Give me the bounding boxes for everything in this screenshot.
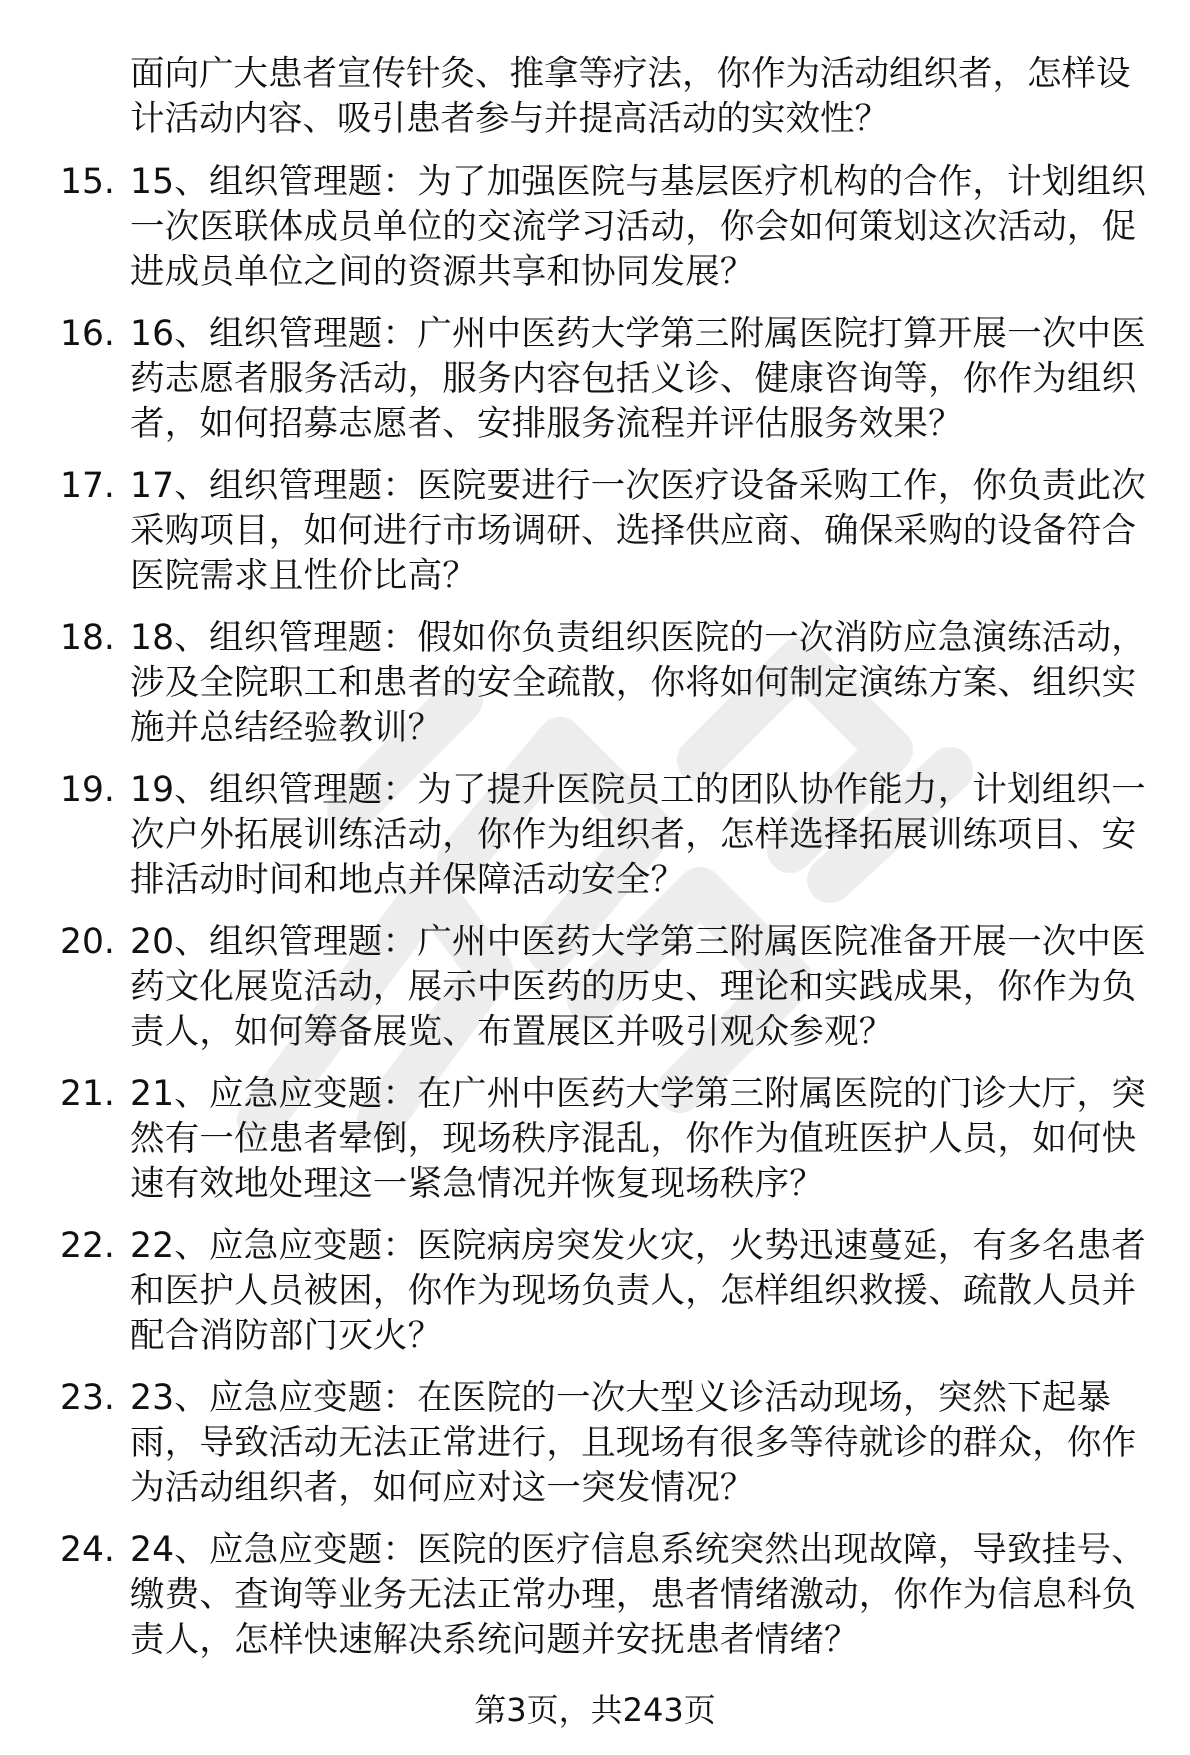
question-item bbox=[56, 920, 1156, 1072]
question-text: 22、应急应变题：医院病房突发火灾，火势迅速蔓延，有多名患者和医护人员被困，你作为现场负责人，怎样组织救援、疏散人员并配合消防部门灭火？ bbox=[130, 1226, 1146, 1356]
question-text: 15、组织管理题：为了加强医院与基层医疗机构的合作，计划组织一次医联体成员单位的交流学习活动，你会如何策划这次活动，促进成员单位之间的资源共享和协同发展？ bbox=[130, 162, 1146, 292]
question-list bbox=[56, 160, 1156, 1680]
question-item bbox=[56, 1528, 1156, 1680]
question-text: 21、应急应变题：在广州中医药大学第三附属医院的门诊大厅，突然有一位患者晕倒，现场秩序混乱，你作为值班医护人员，如何快速有效地处理这一紧急情况并恢复现场秩序？ bbox=[130, 1074, 1146, 1204]
continuation-paragraph: 面向广大患者宣传针灸、推拿等疗法，你作为活动组织者，怎样设计活动内容、吸引患者参与并提高活动的实效性？ bbox=[130, 54, 1131, 139]
question-text: 16、组织管理题：广州中医药大学第三附属医院打算开展一次中医药志愿者服务活动，服务内容包括义诊、健康咨询等，你作为组织者，如何招募志愿者、安排服务流程并评估服务效果？ bbox=[130, 314, 1146, 444]
question-item bbox=[56, 464, 1156, 616]
question-text: 17、组织管理题：医院要进行一次医疗设备采购工作，你负责此次采购项目，如何进行市场调研、选择供应商、确保采购的设备符合医院需求且性价比高？ bbox=[130, 466, 1146, 596]
question-number: 23. bbox=[60, 1378, 115, 1418]
question-item bbox=[56, 616, 1156, 768]
question-text: 23、应急应变题：在医院的一次大型义诊活动现场，突然下起暴雨，导致活动无法正常进行，且现场有很多等待就诊的群众，你作为活动组织者，如何应对这一突发情况？ bbox=[130, 1378, 1137, 1508]
question-number: 24. bbox=[60, 1530, 115, 1570]
question-number: 20. bbox=[60, 922, 115, 962]
question-number: 21. bbox=[60, 1074, 115, 1114]
page-number-footer: 第3页，共243页 bbox=[474, 1691, 716, 1729]
question-number: 19. bbox=[60, 770, 115, 810]
question-item bbox=[56, 312, 1156, 464]
question-text: 24、应急应变题：医院的医疗信息系统突然出现故障，导致挂号、缴费、查询等业务无法正常办理，患者情绪激动，你作为信息科负责人，怎样快速解决系统问题并安抚患者情绪？ bbox=[130, 1530, 1146, 1660]
question-number: 22. bbox=[60, 1226, 115, 1266]
question-text: 20、组织管理题：广州中医药大学第三附属医院准备开展一次中医药文化展览活动，展示中医药的历史、理论和实践成果，你作为负责人，如何筹备展览、布置展区并吸引观众参观？ bbox=[130, 922, 1146, 1052]
question-text: 19、组织管理题：为了提升医院员工的团队协作能力，计划组织一次户外拓展训练活动，你作为组织者，怎样选择拓展训练项目、安排活动时间和地点并保障活动安全？ bbox=[130, 770, 1146, 900]
question-item bbox=[56, 1224, 1156, 1376]
question-item bbox=[56, 1376, 1156, 1528]
question-number: 16. bbox=[60, 314, 115, 354]
question-text: 18、组织管理题：假如你负责组织医院的一次消防应急演练活动，涉及全院职工和患者的安全疏散，你将如何制定演练方案、组织实施并总结经验教训？ bbox=[130, 618, 1146, 748]
question-item bbox=[56, 768, 1156, 920]
question-item bbox=[56, 1072, 1156, 1224]
question-number: 17. bbox=[60, 466, 115, 506]
question-number: 15. bbox=[60, 162, 115, 202]
question-item bbox=[56, 160, 1156, 312]
question-number: 18. bbox=[60, 618, 115, 658]
